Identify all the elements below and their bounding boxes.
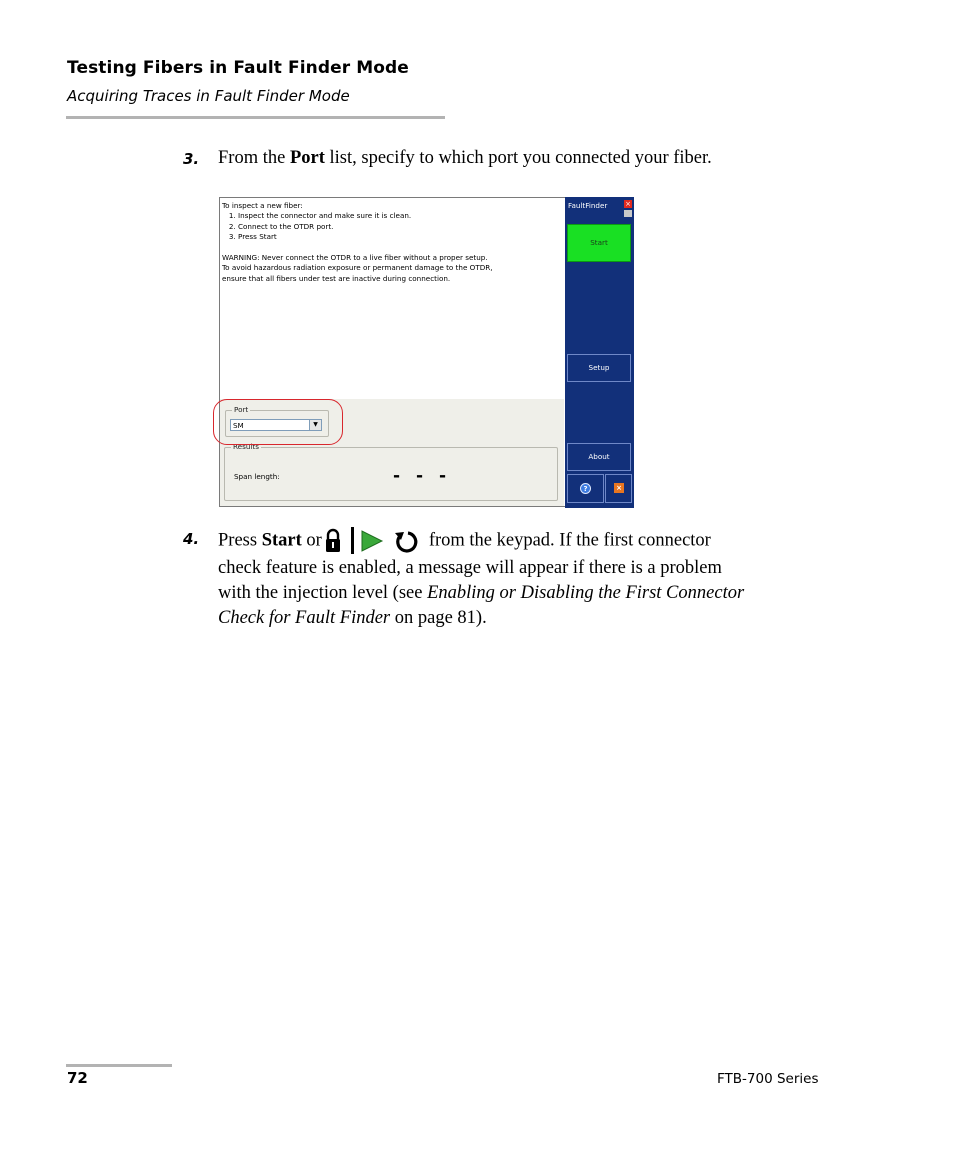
cross-reference-link-cont[interactable]: Check for Fault Finder xyxy=(218,608,391,628)
divider-bar xyxy=(351,527,354,554)
keypad-icons xyxy=(324,526,423,556)
span-length-label: Span length: xyxy=(234,472,280,481)
section-subtitle: Acquiring Traces in Fault Finder Mode xyxy=(67,87,350,105)
exit-icon: × xyxy=(614,483,624,493)
help-icon: ? xyxy=(580,483,591,494)
step-3-number: 3. xyxy=(183,150,200,168)
help-button[interactable] xyxy=(567,474,604,503)
step-4-line-4: Check for Fault Finder on page 81). xyxy=(218,608,487,628)
footer-rule xyxy=(66,1064,172,1067)
product-series: FTB-700 Series xyxy=(717,1071,819,1087)
step-4-number: 4. xyxy=(183,530,200,548)
lock-icon xyxy=(326,530,340,552)
page-number: 72 xyxy=(67,1069,88,1087)
play-icon xyxy=(362,531,382,551)
step-4-line-2: check feature is enabled, a message will appear if there is a problem xyxy=(218,558,722,578)
step-4-line-1: Press Start or from the keypad. If the first connector xyxy=(218,526,818,556)
refresh-icon xyxy=(395,532,416,551)
minimize-icon[interactable] xyxy=(624,210,632,217)
faultfinder-sidebar xyxy=(565,197,634,508)
header-rule xyxy=(66,116,445,119)
span-length-value: - - - xyxy=(393,466,452,486)
port-highlight-circle xyxy=(213,399,343,445)
about-button[interactable]: About xyxy=(567,443,631,471)
exit-button[interactable] xyxy=(605,474,632,503)
start-button[interactable]: Start xyxy=(567,224,631,262)
results-group xyxy=(224,442,558,501)
close-icon[interactable]: × xyxy=(625,200,631,208)
instructions-text: To inspect a new fiber: 1. Inspect the connector and make sure it is clean. 2. Connect to the OTDR port. 3. Press Start WARNING: Never connect the OTDR to a live fiber without a proper setup. To avoid hazardous radiation exposure or permanent damage to the OTDR, ensure that all fibers under test are inactive during connection. xyxy=(222,201,493,283)
step-4-line-3: with the injection level (see Enabling or Disabling the First Connector xyxy=(218,583,745,603)
cross-reference-link[interactable]: Enabling or Disabling the First Connector xyxy=(427,583,745,603)
section-title: Testing Fibers in Fault Finder Mode xyxy=(67,58,409,78)
results-label: Results xyxy=(233,442,259,451)
port-label: Port xyxy=(234,405,249,414)
step-4-text xyxy=(218,526,818,631)
sidebar-title: FaultFinder xyxy=(568,201,608,210)
port-value: SM xyxy=(233,421,244,430)
setup-button[interactable]: Setup xyxy=(567,354,631,382)
faultfinder-screenshot xyxy=(219,197,634,508)
step-3-text: From the Port list, specify to which port you connected your fiber. xyxy=(218,148,712,168)
chevron-down-icon[interactable]: ▼ xyxy=(309,420,321,430)
